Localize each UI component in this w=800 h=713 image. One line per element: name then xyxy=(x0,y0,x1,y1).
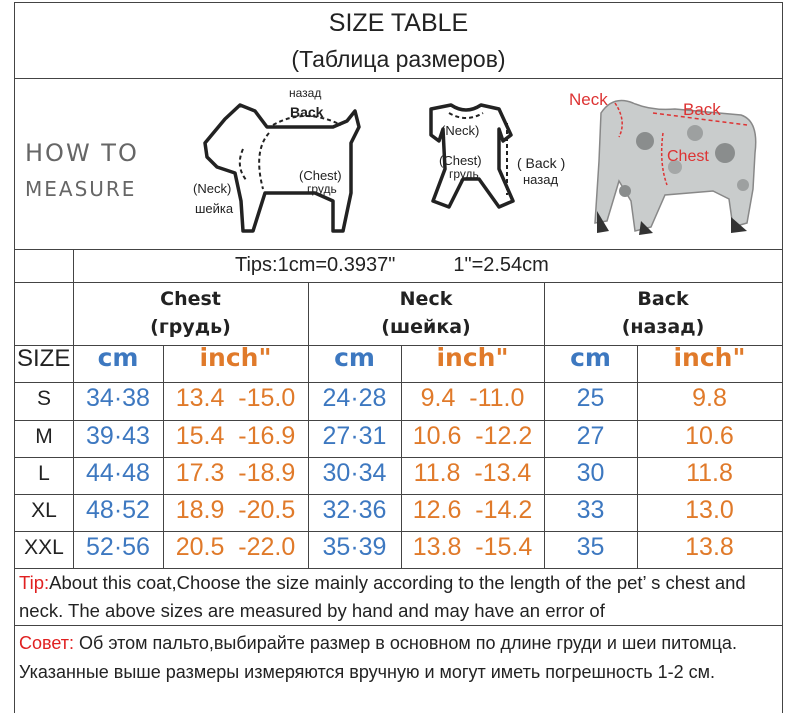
chest-cm-cell: 48·52 xyxy=(86,496,150,524)
chest-cm-cell: 44·48 xyxy=(86,459,150,487)
page-title: SIZE TABLE xyxy=(328,9,469,37)
back-cm-cell: 35 xyxy=(576,533,605,561)
chest-en-label-2: (Chest) xyxy=(439,153,482,168)
chest-ru-label: грудь xyxy=(307,182,337,196)
back-cm-header: cm xyxy=(570,343,611,372)
chest-inch-header: inch" xyxy=(199,343,272,372)
conversion-tips xyxy=(235,254,607,277)
size-cell: XXL xyxy=(24,536,64,559)
divider xyxy=(15,625,782,626)
chest-inch-cell: 17.3 -18.9 xyxy=(175,459,296,487)
neck-en-label-2: (Neck) xyxy=(441,123,480,138)
neck-inch-header: inch" xyxy=(436,343,509,372)
neck-header-en: Neck xyxy=(399,288,453,310)
neck-inch-cell: 9.4 -11.0 xyxy=(420,384,525,412)
size-cell: L xyxy=(38,462,50,485)
back-header xyxy=(544,285,782,341)
divider xyxy=(15,382,782,383)
measure-label: MEASURE xyxy=(25,177,137,201)
size-cell: M xyxy=(35,425,53,448)
neck-header xyxy=(308,285,544,341)
neck-inch-cell: 11.8 -13.4 xyxy=(413,459,532,487)
chest-cm-cell: 52·56 xyxy=(86,533,150,561)
neck-header-ru: (шейка) xyxy=(381,316,471,338)
neck-inch-cell: 12.6 -14.2 xyxy=(412,496,533,524)
neck-cm-cell: 30·34 xyxy=(322,459,387,487)
size-cell: S xyxy=(36,387,51,410)
neck-en-label: (Neck) xyxy=(193,181,232,196)
tip-label: Tip: xyxy=(19,572,50,593)
back-inch-cell: 9.8 xyxy=(692,384,727,412)
sovet-text: Об этом пальто,выбирайте размер в основном по длине груди и шеи питомца. Указанные выше размеры измеряются вручную и могут иметь погрешность 1-2 см. xyxy=(19,633,737,682)
tip-note-ru xyxy=(19,629,779,687)
size-table xyxy=(14,2,783,713)
chest-inch-cell: 15.4 -16.9 xyxy=(175,422,296,450)
chest-header-en: Chest xyxy=(160,288,221,310)
back-ru-label: назад xyxy=(289,86,322,100)
neck-inch-cell: 10.6 -12.2 xyxy=(412,422,533,450)
tip-inch: 1"=2.54cm xyxy=(453,254,549,276)
back-inch-cell: 13.0 xyxy=(685,496,734,524)
photo-neck-label: Neck xyxy=(569,90,608,109)
chest-cm-header: cm xyxy=(97,343,139,372)
photo-chest-label: Chest xyxy=(667,148,709,165)
back-inch-header: inch" xyxy=(673,343,746,372)
back-inch-cell: 10.6 xyxy=(685,422,734,450)
back-cm-cell: 30 xyxy=(576,459,605,487)
tip-text: About this coat,Choose the size mainly according to the length of the pet’ s chest and neck. The above sizes are measured by hand and may have an error of xyxy=(19,572,746,621)
dog-coat-photo xyxy=(555,81,780,246)
back-cm-cell: 25 xyxy=(576,384,605,412)
back-inch-cell: 11.8 xyxy=(686,459,733,487)
chest-header-ru: (грудь) xyxy=(150,316,231,338)
back-en-label-2: ( Back ) xyxy=(517,155,566,171)
divider xyxy=(15,78,782,79)
back-cm-cell: 33 xyxy=(576,496,605,524)
tip-cm: Tips:1cm=0.3937" xyxy=(235,254,396,276)
dog-top-diagram xyxy=(391,83,581,233)
back-ru-label-2: назад xyxy=(523,172,559,187)
chest-inch-cell: 13.4 -15.0 xyxy=(175,384,296,412)
back-en-label: Back xyxy=(290,104,324,120)
back-header-ru: (назад) xyxy=(621,316,705,338)
chest-ru-label-2: грудь xyxy=(449,167,479,181)
chest-inch-cell: 20.5 -22.0 xyxy=(175,533,296,561)
divider xyxy=(15,249,782,250)
neck-cm-cell: 24·28 xyxy=(322,384,387,412)
neck-cm-cell: 35·39 xyxy=(322,533,387,561)
neck-cm-header: cm xyxy=(334,343,375,372)
chest-en-label: (Chest) xyxy=(299,168,342,183)
chest-inch-cell: 18.9 -20.5 xyxy=(175,496,296,524)
tip-note-en xyxy=(19,569,779,625)
photo-back-label: Back xyxy=(683,100,721,119)
divider xyxy=(15,282,782,283)
back-header-en: Back xyxy=(637,288,689,310)
size-column-header: SIZE xyxy=(17,345,71,372)
sovet-label: Совет: xyxy=(19,633,75,653)
divider xyxy=(15,494,782,495)
chest-cm-cell: 34·38 xyxy=(86,384,150,412)
page-subtitle: (Таблица размеров) xyxy=(291,46,506,72)
dog-side-diagram xyxy=(165,81,390,246)
neck-inch-cell: 13.8 -15.4 xyxy=(412,533,533,561)
neck-cm-cell: 27·31 xyxy=(322,422,387,450)
chest-cm-cell: 39·43 xyxy=(86,422,150,450)
size-cell: XL xyxy=(31,499,57,522)
chest-header xyxy=(73,285,308,341)
back-cm-cell: 27 xyxy=(576,422,605,450)
neck-cm-cell: 32·36 xyxy=(322,496,387,524)
divider xyxy=(15,420,782,421)
how-to-label: HOW TO xyxy=(25,139,139,167)
divider xyxy=(15,531,782,532)
divider xyxy=(15,457,782,458)
back-inch-cell: 13.8 xyxy=(685,533,734,561)
neck-ru-label: шейка xyxy=(195,201,234,216)
